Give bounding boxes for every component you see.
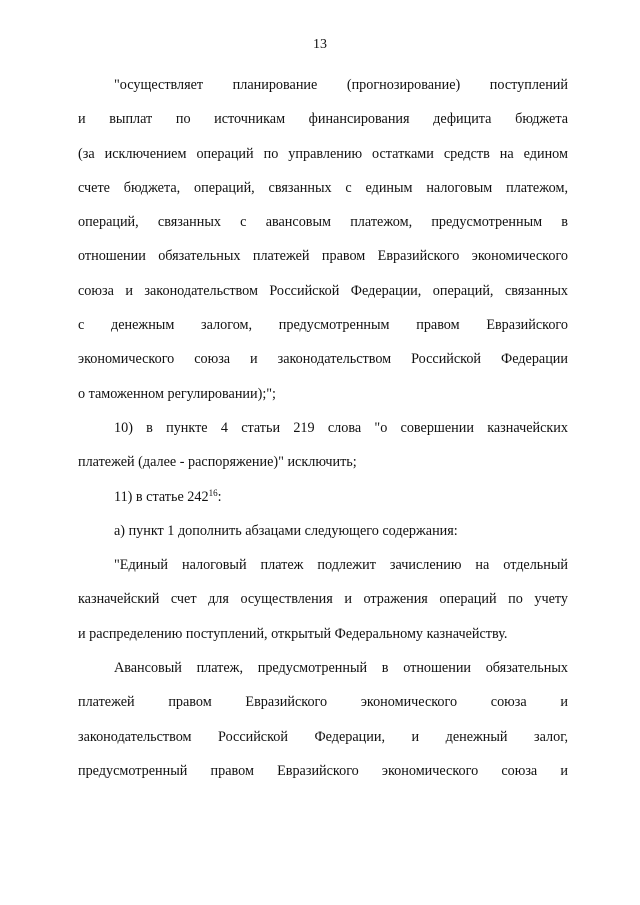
paragraph-single-tax-payment bbox=[78, 548, 568, 651]
text-line: "Единый налоговый платеж подлежит зачислению на отдельный bbox=[114, 557, 568, 574]
text-line: а) пункт 1 дополнить абзацами следующего содержания: bbox=[114, 522, 458, 539]
paragraph-article-242-16 bbox=[78, 480, 568, 514]
paragraph-treasury-planning bbox=[78, 68, 568, 411]
text-line: с денежным залогом, предусмотренным правом Евразийского bbox=[78, 317, 568, 334]
text-line: Авансовый платеж, предусмотренный в отношении обязательных bbox=[114, 660, 568, 677]
text-line: "осуществляет планирование (прогнозирование) поступлений bbox=[114, 77, 568, 93]
paragraph-article-219 bbox=[78, 411, 568, 480]
document-body bbox=[78, 68, 568, 788]
text-line: 10) в пункте 4 статьи 219 слова "о совершении казначейских bbox=[114, 419, 568, 436]
article-suffix: : bbox=[217, 488, 222, 505]
text-line: о таможенном регулировании);"; bbox=[78, 385, 277, 402]
text-line: законодательством Российской Федерации, и денежный залог, bbox=[78, 728, 568, 745]
text-line: (за исключением операций по управлению остатками средств на едином bbox=[78, 145, 568, 162]
text-line: союза и законодательством Российской Федерации, операций, связанных bbox=[78, 282, 568, 299]
article-superscript: 16 bbox=[208, 487, 218, 498]
page-number: 13 bbox=[313, 37, 327, 52]
text-line: экономического союза и законодательством Российской Федерации bbox=[78, 351, 568, 368]
text-line: и выплат по источникам финансирования дефицита бюджета bbox=[78, 111, 568, 128]
text-line: платежей правом Евразийского экономического союза и bbox=[78, 694, 568, 711]
paragraph-subclause-a bbox=[78, 514, 568, 548]
article-reference: 11) в статье 242 bbox=[114, 488, 209, 505]
paragraph-advance-payment bbox=[78, 651, 568, 788]
text-line bbox=[78, 480, 568, 514]
text-line: и распределению поступлений, открытый Федеральному казначейству. bbox=[78, 625, 508, 642]
text-line: счете бюджета, операций, связанных с единым налоговым платежом, bbox=[78, 179, 568, 196]
text-line: платежей (далее - распоряжение)" исключить; bbox=[78, 454, 357, 471]
text-line: отношении обязательных платежей правом Евразийского экономического bbox=[78, 248, 568, 265]
text-line: казначейский счет для осуществления и отражения операций по учету bbox=[78, 591, 568, 608]
text-line: операций, связанных с авансовым платежом, предусмотренным в bbox=[78, 214, 568, 231]
text-line: предусмотренный правом Евразийского экономического союза и bbox=[78, 762, 568, 779]
